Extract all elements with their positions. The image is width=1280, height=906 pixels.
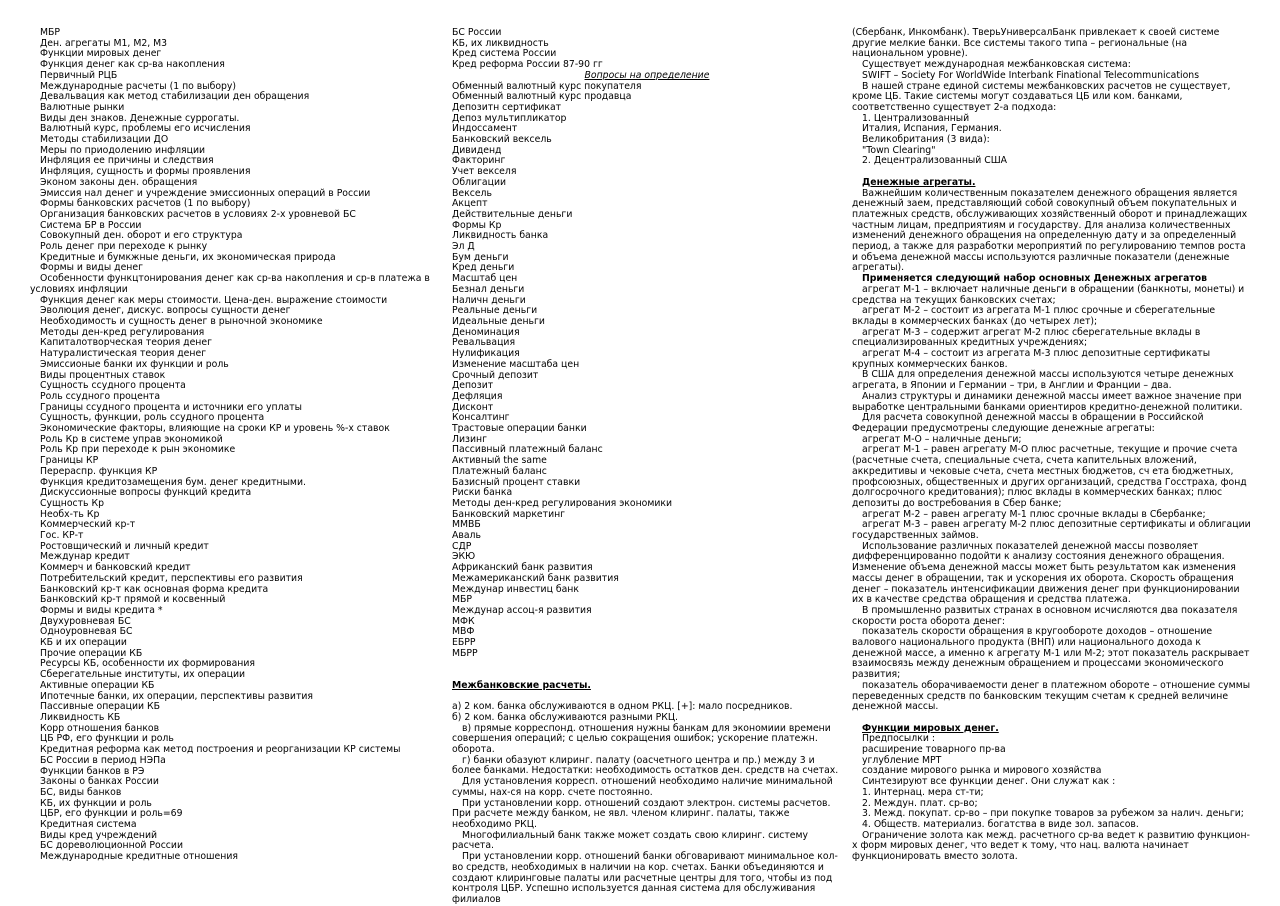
term-item: МБРР <box>452 647 478 659</box>
col2-top-item: Кред система России <box>452 48 557 60</box>
interbank-a: а) 2 ком. банка обслуживаются в одном РКЦ. [+]: мало посредников. <box>452 701 793 713</box>
topic-list-item: Эмиссия нал денег и учреждение эмиссионных операций в России <box>40 187 371 199</box>
term-item: Безнал деньги <box>452 283 525 295</box>
topic-list-item: Капиталотворческая теория денег <box>40 337 212 349</box>
term-item: Действительные деньги <box>452 208 573 220</box>
topic-list-item: Формы банковских расчетов (1 по выбору) <box>40 198 251 210</box>
topic-list-item: Роль Кр при переходе к рын экономике <box>40 444 236 456</box>
topic-list-item: Необходимость и сущность денег в рыночной экономике <box>40 315 323 327</box>
world-money-item: 1. Интернац. мера ст-ти; <box>862 786 984 798</box>
topic-list-item: Виды ден знаков. Денежные суррогаты. <box>40 112 240 124</box>
term-item: Междунар ассоц-я развития <box>452 604 592 616</box>
topic-list-item: Виды процентных ставок <box>40 369 166 381</box>
topic-list-item: Эволюция денег, дискус. вопросы сущности денег <box>40 305 291 317</box>
topic-list-item: Кредитная реформа как метод построения и реорганизации КР системы <box>40 744 401 756</box>
world-money-item: расширение товарного пр-ва <box>862 744 1006 756</box>
topic-list-item: Организация банковских расчетов в условиях 2-х уровневой БС <box>40 208 356 220</box>
topic-list-item: Активные операции КБ <box>40 679 155 691</box>
topic-list-item: Дискуссионные вопросы функций кредита <box>40 487 252 499</box>
aggregates-paragraph: Важнейшим количественным показателем денежного обращения является денежный заем, представляющий собой совокупный объем покупательных и платежных средств, обслуживающих хозяйственный оборот и принадлежащих частным лицам, предприятиям и государству. Для анализа количественных изменений денежного обращения на определенную дату и за определенный период, а также для разработки мероприятий по регулированию темпов роста и объема денежной массы используются различные показатели (денежные агрегаты). <box>852 187 1248 274</box>
aggregates-set-heading: Применяется следующий набор основных Денежных агрегатов <box>862 273 1208 285</box>
world-money-heading: Функции мировых денег. <box>862 722 999 734</box>
topic-list-item: Система БР в России <box>40 219 142 231</box>
topic-list-item: Виды кред учреждений <box>40 829 158 841</box>
term-item: Депозитн сертификат <box>452 101 562 113</box>
approach-item: "Town Clearing" <box>862 144 936 156</box>
world-money-item: Предпосылки : <box>862 733 935 745</box>
term-item: Факторинг <box>452 155 506 167</box>
topic-list-item: Одноуровневая БС <box>40 626 133 638</box>
topic-list-item: Ростовщический и личный кредит <box>40 540 209 552</box>
term-item: Обменный валютный курс продавца <box>452 91 632 103</box>
term-item: Активный the same <box>452 455 547 467</box>
swift-intro: Существует международная межбанковская система: <box>862 59 1131 71</box>
interbank-heading: Межбанковские расчеты. <box>452 679 591 691</box>
topic-list-item: Инфляция ее причины и следствия <box>40 155 214 167</box>
ru-aggregate-m0: агрегат М-О – наличные деньги; <box>862 433 1022 445</box>
topic-list-item: Сущность Кр <box>40 497 104 509</box>
term-item: Наличн деньги <box>452 294 526 306</box>
term-item: Банковский вексель <box>452 134 552 146</box>
term-item: ЕБРР <box>452 637 476 649</box>
topic-list-item: Функции банков в РЭ <box>40 765 145 777</box>
approach-list <box>852 114 1252 168</box>
topic-list-item: КБ и их операции <box>40 637 127 649</box>
topic-list-item: Международные расчеты (1 по выбору) <box>40 80 237 92</box>
col2-top-list <box>452 28 842 71</box>
topic-list-item: Роль Кр в системе управ экономикой <box>40 433 223 445</box>
interbank-b: б) 2 ком. банка обслуживаются разными РКЦ. <box>452 711 679 723</box>
topic-list-item: Инфляция, сущность и формы проявления <box>40 166 251 178</box>
topic-list-item: Границы КР <box>40 455 99 467</box>
topic-list-item: Валютные рынки <box>40 101 125 113</box>
topic-list-item: Натуралистическая теория денег <box>40 348 207 360</box>
term-item: Ликвидность банка <box>452 230 549 242</box>
topic-list-item: Валютный курс, проблемы его исчисления <box>40 123 251 135</box>
interbank-v: в) прямые корреспонд. отношения нужны банкам для экономиии времени совершения операций; с целью сокращения ошибок; ускорение платежн. оборота. <box>452 722 831 756</box>
aggregate-m4: агрегат М-4 – состоит из агрегата М-3 плюс депозитные сертификаты крупных коммерческих банков. <box>852 348 1211 370</box>
term-item: Риски банка <box>452 487 513 499</box>
topic-list-item: условиях инфляции <box>30 283 128 295</box>
topic-list-item: Гос. КР-т <box>40 530 84 542</box>
ru-aggregate-m2: агрегат М-2 – равен агрегату М-1 плюс срочные вклады в Сбербанке; <box>862 508 1206 520</box>
usage-paragraph: Использование различных показателей денежной массы позволяет дифференцированно подойти к анализу состояния денежного обращения. Изменение объема денежной массы может быть результатом как изменения массы денег в обращении, так и ускорения их оборота. Скорость обращения денег – показатель интенсификации движения денег при функционировании их в качестве средства обращения и средства платежа. <box>852 540 1240 606</box>
term-item: Срочный депозит <box>452 369 539 381</box>
term-item: Аваль <box>452 530 481 542</box>
term-item: Африканский банк развития <box>452 562 593 574</box>
topic-list-item: Формы и виды кредита * <box>40 604 163 616</box>
topic-list-item: Двухуровневая БС <box>40 615 131 627</box>
questions-heading: Вопросы на определение <box>584 69 710 81</box>
topic-list-item: Сущность ссудного процента <box>40 380 186 392</box>
national-paragraph: В нашей стране единой системы межбанковских расчетов не существует, кроме ЦБ. Такие системы могут создаваться ЦБ или ком. банками, соответственно существует 2-а подхода: <box>852 80 1231 113</box>
term-item: Трастовые операции банки <box>452 423 587 435</box>
world-money-item: 3. Межд. покупат. ср-во – при покупке товаров за рубежом за налич. деньги; <box>862 808 1244 820</box>
topic-list-item: Роль денег при переходе к рынку <box>40 241 208 253</box>
term-item: МБР <box>452 594 473 606</box>
col2-top-item: БС России <box>452 27 502 38</box>
ru-aggregate-m1: агрегат М-1 – равен агрегату М-О плюс расчетные, текущие и прочие счета (расчетные счета, специальные счета, счета капительных вложений, аккредитивы и чековые счета, счета местных бюджетов, сч ета бюджетных, профсоюзных, общественных и других организаций, средства Госстраха, фонд долгосрочного кредитования); плюс вклады в коммерческих банках; плюс депозиты до востребования в Сбер банке; <box>852 444 1247 509</box>
term-item: Ревальвация <box>452 337 516 349</box>
col2-top-item: КБ, их ликвидность <box>452 37 549 49</box>
term-item: Изменение масштаба цен <box>452 358 580 370</box>
topic-list-item: Функции мировых денег <box>40 48 162 60</box>
topic-list-item: Роль ссудного процента <box>40 390 161 402</box>
topic-list-item: Методы ден-кред регулирования <box>40 326 205 338</box>
topic-list-item: Сберегательные институты, их операции <box>40 669 246 681</box>
term-item: Депоз мультипликатор <box>452 112 567 124</box>
topic-list-item: Функция денег как меры стоимости. Цена-ден. выражение стоимости <box>40 294 388 306</box>
topic-list-item: Кредитные и бумкжные деньги, их экономическая природа <box>40 251 336 263</box>
topic-list-item: МБР <box>40 27 61 38</box>
industrial-paragraph: В промышленно развитых странах в основном исчисляются два показателя скорости роста оборота денег: <box>852 604 1238 627</box>
term-item: Лизинг <box>452 433 487 445</box>
term-item: СДР <box>452 540 472 552</box>
term-item: Идеальные деньги <box>452 315 545 327</box>
column-1-topic-list <box>30 27 430 863</box>
topic-list-item: Международные кредитные отношения <box>40 851 238 863</box>
topic-list-item: Формы и виды денег <box>40 262 143 274</box>
usa-paragraph: В США для определения денежной массы используются четыре денежных агрегата, в Японии и Германии – три, в Англии и Франции – два. <box>852 369 1234 392</box>
topic-list-item: Ден. агрегаты М1, М2, М3 <box>40 37 168 49</box>
term-item: Нулификация <box>452 348 520 360</box>
interbank-p2: При установлении корр. отношений создают электрон. системы расчетов. При расчете между банком, не явл. членом клиринг. палаты, также необходимо РКЦ. <box>452 797 831 830</box>
term-item: Методы ден-кред регулирования экономики <box>452 497 673 509</box>
term-item: Индоссамент <box>452 123 518 135</box>
topic-list-item: Функция кредитозамещения бум. денег кредитными. <box>40 476 306 488</box>
topic-list-item: Потребительский кредит, перспективы его развития <box>40 572 303 584</box>
velocity-payment: показатель оборачиваемости денег в платежном обороте – отношение суммы переведенных средств по банковским текущим счетам к средней величине денежной массы. <box>852 679 1251 713</box>
column-3 <box>852 28 1252 863</box>
aggregates-heading: Денежные агрегаты. <box>862 176 976 188</box>
aggregate-m3: агрегат М-3 – содержит агрегат М-2 плюс сберегательные вклады в специализированных кредитных учреждениях; <box>852 326 1201 349</box>
aggregate-m2: агрегат М-2 – состоит из агрегата М-1 плюс срочные и сберегательные вклады в коммерческих банках (до четырех лет); <box>852 305 1216 327</box>
topic-list-item: ЦБ РФ, его функции и роль <box>40 733 174 745</box>
world-money-item: 4. Обществ. материализ. богатства в виде зол. запасов. <box>862 819 1139 830</box>
analysis-paragraph: Анализ структуры и динамики денежной массы имеет важное значение при выработке центральными банками ориентиров кредитно-денежной политики. <box>852 390 1243 413</box>
topic-list-item: Банковский кр-т как основная форма кредита <box>40 583 269 595</box>
term-item: Пассивный платежный баланс <box>452 444 603 456</box>
term-item: МФК <box>452 615 475 627</box>
term-item: Эл Д <box>452 241 475 253</box>
world-money-list <box>852 734 1252 830</box>
term-item: Дисконт <box>452 401 494 413</box>
world-money-item: углубление МРТ <box>862 754 942 766</box>
topic-list-item: Законы о банках России <box>40 776 159 788</box>
col2-top-item: Кред реформа России 87-90 гг <box>452 59 603 71</box>
topic-list-item: Прочие операции КБ <box>40 647 143 659</box>
topic-list-item: Девальвация как метод стабилизации ден обращения <box>40 91 310 103</box>
term-item: Облигации <box>452 176 507 188</box>
ru-aggregate-m3: агрегат М-3 – равен агрегату М-2 плюс депозитные сертификаты и облигации государственных займов. <box>852 519 1251 542</box>
term-item: Бум деньги <box>452 251 509 263</box>
term-item: Дефляция <box>452 390 503 402</box>
topic-list-item: КБ, их функции и роль <box>40 797 152 809</box>
topic-list-item: Коммерческий кр-т <box>40 519 136 531</box>
topic-list-item: Ипотечные банки, их операции, перспективы развития <box>40 690 313 702</box>
topic-list-item: Необх-ть Кр <box>40 508 100 520</box>
term-item: Деноминация <box>452 326 520 338</box>
term-item: Банковский маркетинг <box>452 508 566 520</box>
term-item: Масштаб цен <box>452 273 518 285</box>
topic-list-item: Первичный РЦБ <box>40 69 118 81</box>
column-2 <box>452 28 842 906</box>
topic-list-item: Сущность, функции, роль ссудного процента <box>40 412 265 424</box>
topic-list-item: Особенности функцтонирования денег как ср-ва накопления и ср-в платежа в <box>40 273 430 285</box>
term-item: Дивиденд <box>452 144 502 156</box>
interbank-p1: Для установления корресп. отношений необходимо наличие минимальной суммы, нах-ся на корр. счете постоянно. <box>452 776 833 798</box>
world-money-item: 2. Междун. плат. ср-во; <box>862 797 978 809</box>
term-item: Кред деньги <box>452 262 515 274</box>
topic-list-item: Методы стабилизации ДО <box>40 134 169 146</box>
term-item: Базисный процент ставки <box>452 476 581 488</box>
topic-list-item: Корр отношения банков <box>40 722 160 734</box>
term-item: МВФ <box>452 626 475 638</box>
topic-list-item: БС, виды банков <box>40 786 122 798</box>
term-item: ММВБ <box>452 519 481 531</box>
approach-item: Великобритания (3 вида): <box>862 134 990 146</box>
col2-terms-list <box>452 82 842 660</box>
aggregate-m1: агрегат М-1 – включает наличные деньги в обращении (банкноты, монеты) и средства на текущих банковских счетах; <box>852 283 1245 306</box>
topic-list-item: Коммерч и банковский кредит <box>40 562 191 574</box>
term-item: Межамериканский банк развития <box>452 572 619 584</box>
swift-line: SWIFT – Society For WorldWide Interbank Finational Telecommunications <box>862 69 1200 81</box>
world-money-item: Синтезируют все функции денег. Они служат как : <box>862 776 1116 788</box>
topic-list-item: Ресурсы КБ, особенности их формирования <box>40 658 256 670</box>
topic-list-item: Экономические факторы, влияющие на сроки КР и уровень %-х ставок <box>40 423 390 435</box>
term-item: Обменный валютный курс покупателя <box>452 80 642 92</box>
interbank-g: г) банки обазуют клиринг. палату (оасчетного центра и пр.) между 3 и более банками. Недостатки: необходимость остатков ден. средств на счетах. <box>452 754 839 777</box>
term-item: Акцепт <box>452 198 488 210</box>
term-item: Учет векселя <box>452 166 517 178</box>
gold-paragraph: Ограничение золота как межд. расчетного ср-ва ведет к развитию функцион-х форм мировых денег, что ведет к тому, что нац. валюта начинает функционировать вместо золота. <box>852 829 1250 863</box>
interbank-p4: При установлении корр. отношений банки обговаривают минимальное кол-во средств, необходимых в наличии на кор. счетах. Банки объединяются и создают клиринговые палаты или расчетные центры для того, чтобы из под контроля ЦБР. Успешно используется данная система для обслуживания филиалов <box>452 851 838 905</box>
topic-list-item: Междунар кредит <box>40 551 130 563</box>
interbank-p3: Многофилиальный банк также может создать свою клиринг. систему расчета. <box>452 829 809 852</box>
topic-list-item: ЦБР, его функции и роль=69 <box>40 808 183 820</box>
term-item: Формы Кр <box>452 219 502 231</box>
topic-list-item: Эконом законы ден. обращения <box>40 176 198 188</box>
velocity-income: показатель скорости обращения в кругообороте доходов – отношение валового национального продукта (ВНП) или национального дохода к денежной массе, а именно к агрегату М-1 или М-2; этот показатель раскрывает взаимосвязь между денежным обращением и процессами экономического развития; <box>852 626 1250 681</box>
topic-list-item: Кредитная система <box>40 819 137 831</box>
topic-list-item: Ликвидность КБ <box>40 712 121 723</box>
term-item: ЭКЮ <box>452 551 476 563</box>
term-item: Платежный баланс <box>452 465 547 477</box>
topic-list-item: Эмиссионые банки их функции и роль <box>40 358 229 370</box>
approach-item: 2. Децентрализованный США <box>862 155 1008 167</box>
topic-list-item: БС России в период НЭПа <box>40 754 166 766</box>
term-item: Консалтинг <box>452 412 510 424</box>
approach-item: Италия, Испания, Германия. <box>862 123 1002 135</box>
paragraph-sberbank: (Сбербанк, Инкомбанк). ТверьУниверсалБанк привлекает к своей системе другие мелкие банки. Все системы такого типа – региональные (на национальном уровне). <box>852 27 1220 60</box>
topic-list-item: Меры по приодолению инфляции <box>40 144 206 156</box>
term-item: Вексель <box>452 187 492 199</box>
topic-list-item: Перераспр. функция КР <box>40 465 158 477</box>
topic-list-item: Пассивные операции КБ <box>40 701 160 713</box>
approach-item: 1. Централизованный <box>862 112 970 124</box>
term-item: Депозит <box>452 380 494 392</box>
topic-list-item: Границы ссудного процента и источники его уплаты <box>40 401 303 413</box>
term-item: Реальные деньги <box>452 305 538 317</box>
topic-list-item: Банковский кр-т прямой и косвенный <box>40 594 226 606</box>
topic-list-item: Совокупный ден. оборот и его структура <box>40 230 243 242</box>
topic-list-item: БС дореволюционной России <box>40 840 183 852</box>
term-item: Междунар инвестиц банк <box>452 583 579 595</box>
russia-paragraph: Для расчета совокупной денежной массы в обращении в Российской Федерации предусмотрены следующие денежные агрегаты: <box>852 412 1204 434</box>
world-money-item: создание мирового рынка и мирового хозяйства <box>862 765 1102 777</box>
topic-list-item: Функция денег как ср-ва накопления <box>40 59 225 71</box>
